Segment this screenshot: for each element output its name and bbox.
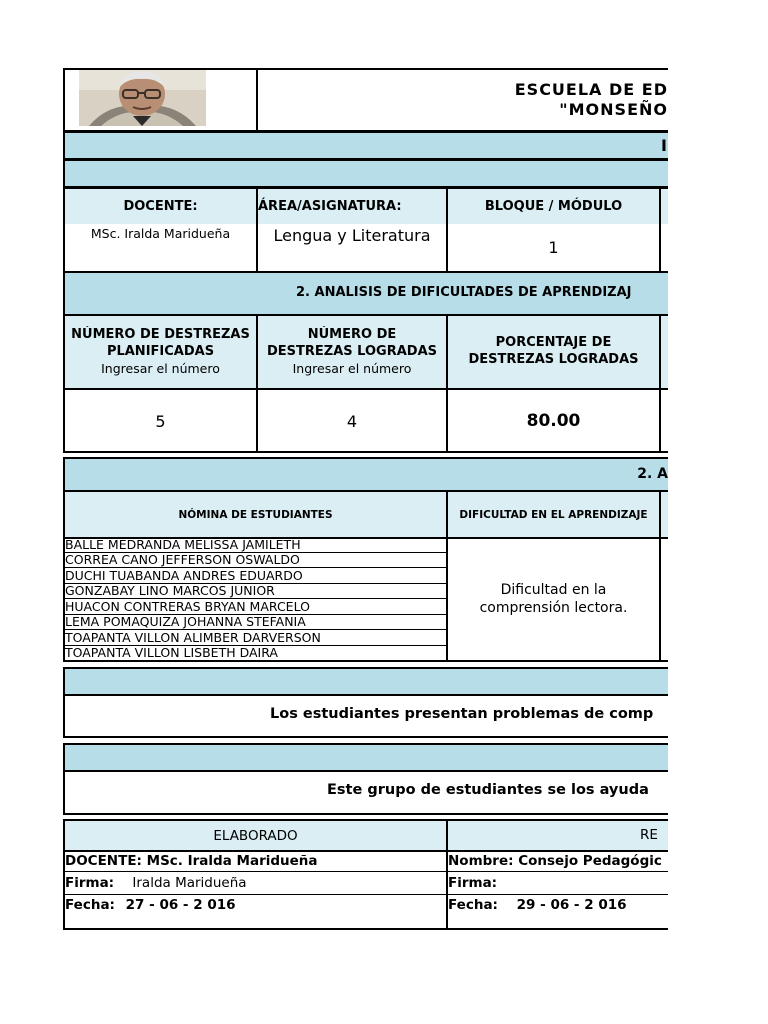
nombre-line: Nombre: Consejo Pedagógic xyxy=(448,853,662,869)
planned-value: 5 xyxy=(155,411,166,431)
fecha-value: 27 - 06 - 2 016 xyxy=(125,897,236,913)
achieved-header-line2: DESTREZAS LOGRADAS xyxy=(267,344,437,359)
achieved-value: 4 xyxy=(346,411,358,431)
percentage-header xyxy=(448,334,659,374)
student-row: DUCHI TUABANDA ANDRES EDUARDO xyxy=(65,569,447,584)
student-row: BALLE MEDRANDA MELISSA JAMILETH xyxy=(65,538,447,553)
area-value: Lengua y Literatura xyxy=(273,226,431,245)
school-name-line1: ESCUELA DE ED xyxy=(514,80,668,99)
bloque-value: 1 xyxy=(548,238,559,257)
info-divider-3 xyxy=(659,187,661,273)
analysis-divider-3 xyxy=(659,314,661,453)
student-row: CORREA CANO JEFFERSON OSWALDO xyxy=(65,553,447,568)
firma-value: Iralda Maridueña xyxy=(132,875,247,891)
school-name xyxy=(258,80,668,120)
docente-label: DOCENTE: xyxy=(123,198,198,214)
student-row: LEMA POMAQUIZA JOHANNA STEFANIA xyxy=(65,615,447,630)
student-row: TOAPANTA VILLON ALIMBER DARVERSON xyxy=(65,631,447,646)
portrait-image xyxy=(79,70,206,126)
difficulty-text xyxy=(448,581,659,621)
docente-value: MSc. Iralda Maridueña xyxy=(90,226,231,241)
bloque-label: BLOQUE / MÓDULO xyxy=(484,198,623,214)
difficulty-line2: comprensión lectora. xyxy=(479,600,628,616)
founder-photo xyxy=(79,70,206,126)
student-row: HUACON CONTRERAS BRYAN MARCELO xyxy=(65,600,447,615)
firma-label: Firma: xyxy=(65,875,115,891)
section-title-partial: I xyxy=(661,136,668,155)
observation-text: Los estudiantes presentan problemas de comp xyxy=(270,706,654,722)
students-difficulty-header: DIFICULTAD EN EL APRENDIZAJE xyxy=(459,508,648,521)
fecha2-row xyxy=(448,895,668,917)
planned-header-line2: PLANIFICADAS xyxy=(106,344,215,359)
subtitle-band xyxy=(63,159,668,188)
students-divider-2 xyxy=(659,490,661,662)
fecha2-value: 29 - 06 - 2 016 xyxy=(516,897,627,913)
school-name-line2: "MONSEÑO xyxy=(559,100,668,119)
action-title-band xyxy=(63,743,668,772)
elaborado-label: ELABORADO xyxy=(213,827,298,844)
planned-header-line1: NÚMERO DE DESTREZAS xyxy=(71,327,250,342)
planned-header xyxy=(65,326,256,386)
achieved-header xyxy=(258,326,446,386)
students-title: 2. A xyxy=(637,466,668,482)
students-title-band xyxy=(63,457,668,492)
achieved-header-hint: Ingresar el número xyxy=(292,361,412,376)
action-text: Este grupo de estudiantes se los ayuda xyxy=(327,782,649,798)
area-label: ÁREA/ASIGNATURA: xyxy=(258,198,402,214)
percentage-header-line1: PORCENTAJE DE xyxy=(495,335,612,350)
students-names-header: NÓMINA DE ESTUDIANTES xyxy=(178,508,333,521)
percentage-value: 80.00 xyxy=(526,411,581,431)
section-title-band xyxy=(63,131,668,160)
achieved-header-line1: NÚMERO DE xyxy=(307,327,397,342)
docente-signature-line: DOCENTE: MSc. Iralda Maridueña xyxy=(65,853,318,869)
firma-row xyxy=(65,872,446,894)
fecha-label: Fecha: xyxy=(65,897,115,913)
revisado-label: RE xyxy=(640,827,658,843)
percentage-header-line2: DESTREZAS LOGRADAS xyxy=(468,352,639,367)
observation-title-band xyxy=(63,667,668,696)
student-row: GONZABAY LINO MARCOS JUNIOR xyxy=(65,584,447,599)
fecha2-label: Fecha: xyxy=(448,897,498,913)
firma2-label: Firma: xyxy=(448,875,498,891)
fecha-row xyxy=(65,895,446,917)
difficulty-line1: Dificultad en la xyxy=(500,582,607,598)
planned-header-hint: Ingresar el número xyxy=(101,361,220,376)
analysis-title: 2. ANÁLISIS DE DIFICULTADES DE APRENDIZAJ xyxy=(296,285,632,300)
student-row: TOAPANTA VILLON LISBETH DAIRA xyxy=(65,646,278,660)
